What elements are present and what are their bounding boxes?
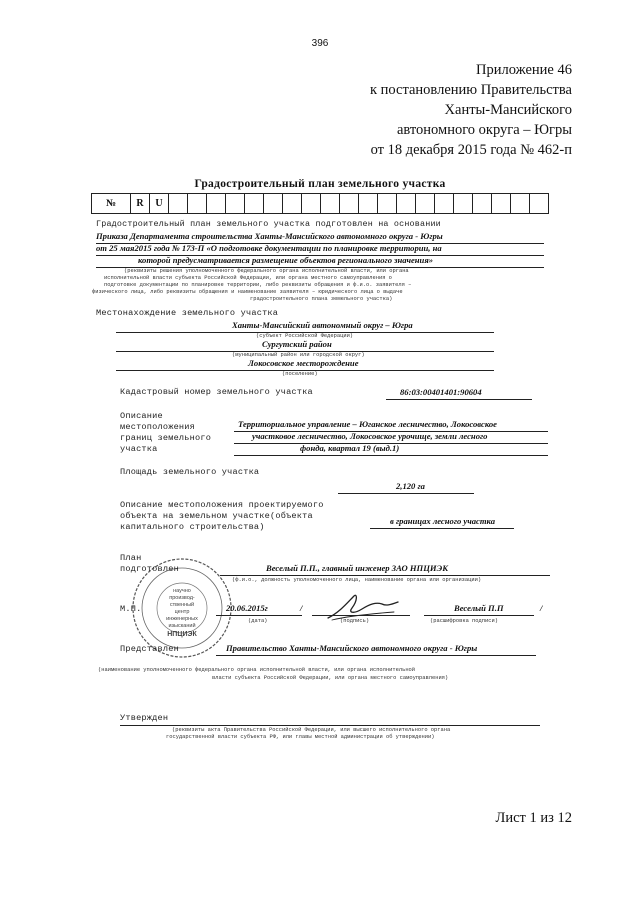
plan-number-cell (245, 194, 264, 213)
plan-number-cell (473, 194, 492, 213)
presented-caption-2: власти субъекта Российской Федерации, или органа местного самоуправления) (212, 675, 449, 681)
location-settlement: Локосовское месторождение (248, 358, 359, 368)
location-settlement-caption: (поселение) (282, 371, 318, 377)
prepared-label-1: План (120, 553, 142, 563)
basis-lead: Градостроительный план земельного участка подготовлен на основании (96, 219, 441, 229)
stamp-text-6: изысканий (168, 623, 196, 629)
plan-number-cell (169, 194, 188, 213)
plan-number-cell (302, 194, 321, 213)
object-value: в границах лесного участка (390, 516, 495, 526)
stamp-text-1: научно (173, 588, 191, 594)
appendix-line-4: автономного округа – Югры (396, 122, 572, 138)
appendix-line-5: от 18 декабря 2015 года № 462-п (370, 142, 572, 158)
signature-decode-caption: (расшифровка подписи) (430, 618, 498, 624)
basis-caption-4: физического лица, либо реквизиты обращения и наименование заявителя – юридического лица о выдаче (92, 289, 403, 295)
appendix-line-1: Приложение 46 (476, 62, 572, 78)
plan-number-cell (226, 194, 245, 213)
stamp-text-4: центр (174, 609, 190, 615)
plan-number-cell (397, 194, 416, 213)
stamp-text-7: НПЦИЭК (167, 631, 197, 638)
signature-caption: (подпись) (340, 618, 370, 624)
presented-label: Представлен (120, 644, 179, 654)
date-caption: (дата) (248, 618, 268, 624)
area-label: Площадь земельного участка (120, 467, 260, 477)
plan-number-cell (435, 194, 454, 213)
stamp-text-3: ственный (169, 602, 195, 608)
plan-number-cell (530, 194, 548, 213)
plan-number-cell (207, 194, 226, 213)
basis-value-line-1: Приказа Департамента строительства Ханты-Мансийского автономного округа - Югры (96, 231, 443, 241)
plan-number-cell: № (92, 194, 131, 213)
boundaries-label-3: границ земельного (120, 433, 212, 443)
location-subject-caption: (субъект Российской Федерации) (256, 333, 354, 339)
prepared-signer: Веселый П.П (454, 603, 504, 613)
object-label-2: объекта на земельном участке(объекта (120, 511, 313, 521)
plan-number-cell: U (150, 194, 169, 213)
plan-number-cell (283, 194, 302, 213)
presented-caption-1: (наименование уполномоченного федерального органа исполнительной власти, или органа исполнительной (98, 667, 416, 673)
plan-number-cell (454, 194, 473, 213)
location-district: Сургутский район (262, 339, 332, 349)
plan-number-cell (492, 194, 511, 213)
plan-number-cell (359, 194, 378, 213)
prepared-date: 20.06.2015г (226, 603, 268, 613)
plan-number-cell: R (131, 194, 150, 213)
basis-caption-1: (реквизиты решения уполномоченного федерального органа исполнительной власти, или органа (124, 268, 409, 274)
plan-number-cell (264, 194, 283, 213)
plan-number-cell (321, 194, 340, 213)
boundaries-label-2: местоположения (120, 422, 195, 432)
page-number: 396 (311, 38, 329, 49)
slash-1: / (300, 603, 303, 613)
stamp-text-5: инженерных (166, 616, 198, 622)
stamp-text-2: производ- (169, 595, 195, 601)
sheet-number: Лист 1 из 12 (495, 810, 572, 826)
basis-caption-2: исполнительной власти субъекта Российской Федерации, или органа местного самоуправления о (104, 275, 392, 281)
plan-number-cell (416, 194, 435, 213)
plan-number-boxes (91, 193, 549, 214)
basis-caption-3: подготовке документации по планировке территории, либо реквизиты обращения и ф.и.о. заявителя – (104, 282, 412, 288)
plan-number-cell (378, 194, 397, 213)
appendix-line-2: к постановлению Правительства (370, 82, 572, 98)
document-title: Градостроительный план земельного участка (194, 178, 446, 190)
boundaries-value-3: фонда, квартал 19 (выд.1) (300, 443, 400, 453)
slash-2: / (540, 603, 543, 613)
plan-number-cell (188, 194, 207, 213)
boundaries-label-1: Описание (120, 411, 163, 421)
plan-number-cell (340, 194, 359, 213)
boundaries-label-4: участка (120, 444, 158, 454)
basis-caption-5: градостроительного плана земельного участка) (250, 296, 393, 302)
basis-value-line-3: которой предусматривается размещение объектов регионального значения» (138, 255, 434, 265)
object-label-3: капитального строительства) (120, 522, 265, 532)
presented-value: Правительство Ханты-Мансийского автономного округа - Югры (226, 643, 478, 653)
prepared-person-caption: (ф.и.о., должность уполномоченного лица, наименование органа или организации) (232, 577, 482, 583)
cadastral-number: 86:03:00401401:90604 (400, 387, 482, 397)
cadastral-label: Кадастровый номер земельного участка (120, 387, 313, 397)
plan-number-cell (511, 194, 530, 213)
stamp-mp-label: М.П. (120, 604, 142, 614)
boundaries-value-1: Территориальное управление – Юганское лесничество, Локосовское (238, 419, 497, 429)
approved-caption-1: (реквизиты акта Правительства Российской Федерации, или высшего исполнительного органа (172, 727, 451, 733)
prepared-label-2: подготовлен (120, 564, 179, 574)
location-subject: Ханты-Мансийский автономный округ – Югра (232, 320, 413, 330)
prepared-person: Веселый П.П., главный инженер ЗАО НПЦИЭК (266, 563, 449, 573)
appendix-line-3: Ханты-Мансийского (444, 102, 572, 118)
approved-label: Утвержден (120, 713, 169, 723)
object-label-1: Описание местоположения проектируемого (120, 500, 324, 510)
approved-caption-2: государственной власти субъекта РФ, или главы местной администрации об утверждении) (166, 734, 435, 740)
location-district-caption: (муниципальный район или городской округ) (232, 352, 365, 358)
location-label: Местонахождение земельного участка (96, 308, 279, 318)
basis-value-line-2: от 25 мая2015 года № 173-П «О подготовке документации по планировке территории, на (96, 243, 442, 253)
area-value: 2,120 га (396, 481, 425, 491)
boundaries-value-2: участковое лесничество, Локосовское урочище, земли лесного (252, 431, 488, 441)
